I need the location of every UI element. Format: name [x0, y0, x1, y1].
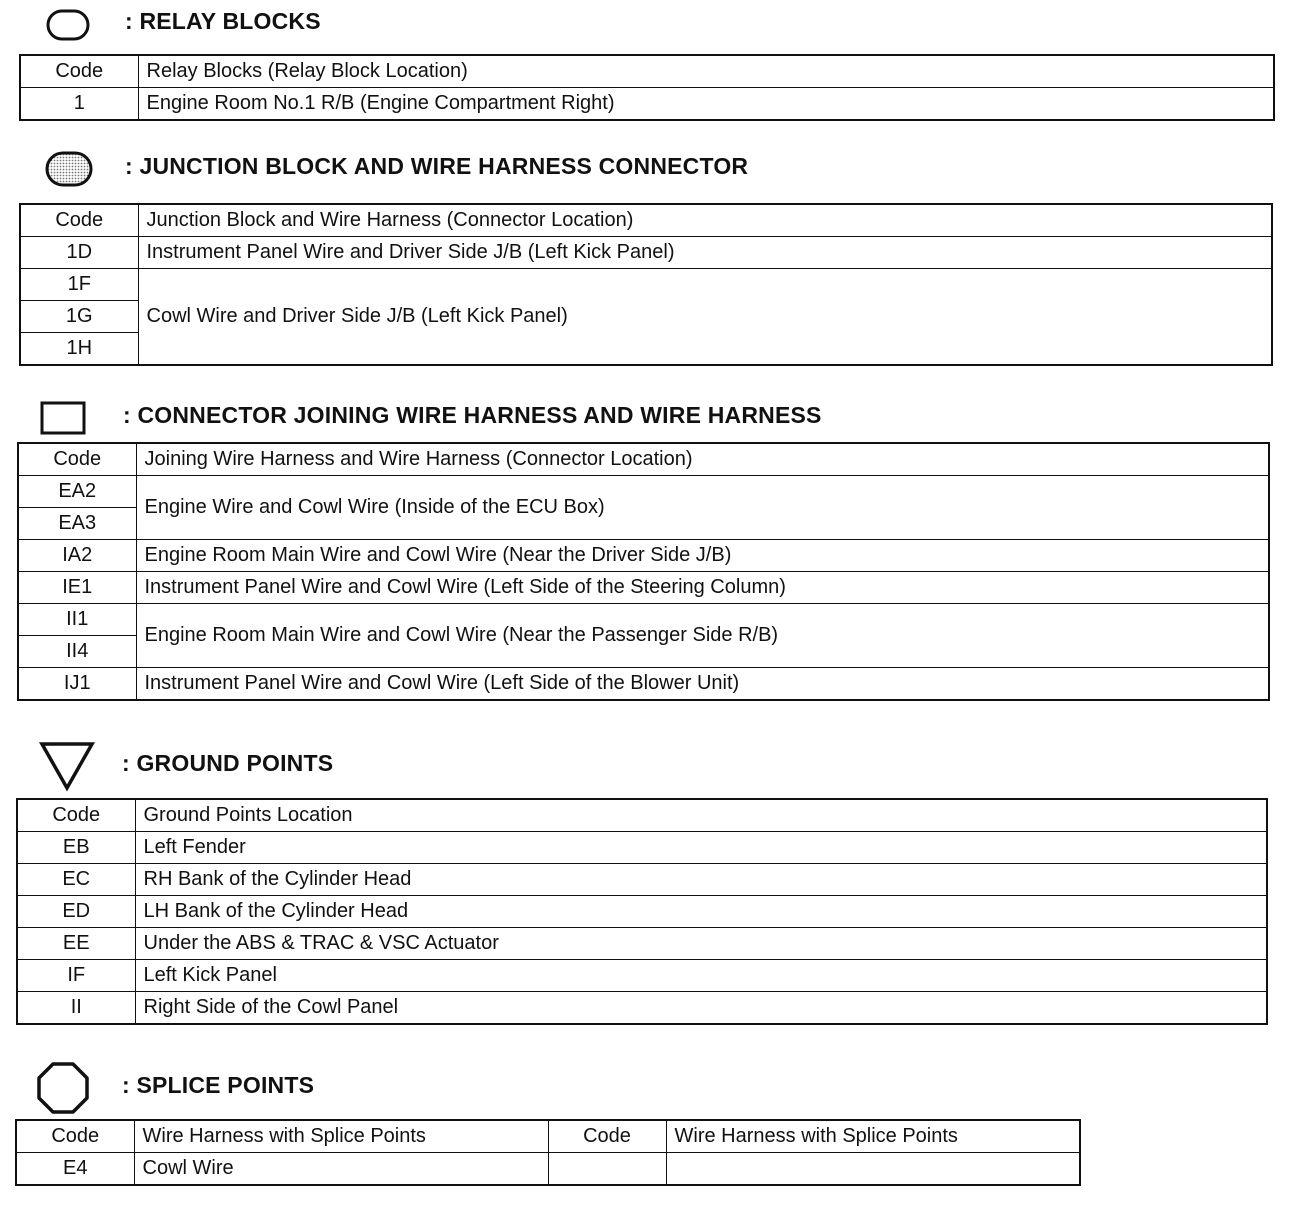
- location-cell: Engine Room No.1 R/B (Engine Compartment Right): [138, 88, 1274, 121]
- code-cell: IF: [17, 960, 135, 992]
- relay-blocks-heading: : RELAY BLOCKS: [125, 8, 321, 34]
- splice-points-table: [15, 1119, 1081, 1186]
- location-cell: Engine Room Main Wire and Cowl Wire (Near the Passenger Side R/B): [136, 604, 1269, 668]
- table-row: [18, 572, 1269, 604]
- table-row: [17, 992, 1267, 1025]
- table-row: [17, 960, 1267, 992]
- location-cell: Instrument Panel Wire and Cowl Wire (Left Side of the Blower Unit): [136, 668, 1269, 701]
- table-row: [20, 88, 1274, 121]
- octagon-icon: [36, 1061, 90, 1115]
- code-header: Code: [20, 55, 138, 88]
- table-header-row: [20, 55, 1274, 88]
- table-row: [18, 604, 1269, 636]
- code-header: Code: [18, 443, 136, 476]
- code-cell: EA3: [18, 508, 136, 540]
- code-cell: II1: [18, 604, 136, 636]
- junction-block-table: [19, 203, 1273, 366]
- location-cell: Cowl Wire and Driver Side J/B (Left Kick Panel): [138, 269, 1272, 366]
- table-row: [20, 269, 1272, 301]
- connector-heading: : CONNECTOR JOINING WIRE HARNESS AND WIRE HARNESS: [123, 402, 822, 428]
- table-row: [18, 540, 1269, 572]
- location-cell: Engine Wire and Cowl Wire (Inside of the ECU Box): [136, 476, 1269, 540]
- rectangle-icon: [39, 400, 87, 436]
- code-cell: EB: [17, 832, 135, 864]
- location-header: Relay Blocks (Relay Block Location): [138, 55, 1274, 88]
- code-cell: EE: [17, 928, 135, 960]
- table-header-row: [18, 443, 1269, 476]
- table-row: [17, 896, 1267, 928]
- code-cell: 1H: [20, 333, 138, 366]
- location-cell: Instrument Panel Wire and Driver Side J/B (Left Kick Panel): [138, 237, 1272, 269]
- code-cell: 1: [20, 88, 138, 121]
- code-cell: [548, 1153, 666, 1186]
- code-cell: 1F: [20, 269, 138, 301]
- connector-table: [17, 442, 1270, 701]
- table-row: [17, 864, 1267, 896]
- code-cell: IA2: [18, 540, 136, 572]
- wire-harness-cell: [666, 1153, 1080, 1186]
- rounded-rect-icon: [45, 8, 91, 42]
- table-row: [17, 928, 1267, 960]
- code-cell: IE1: [18, 572, 136, 604]
- code-cell: E4: [16, 1153, 134, 1186]
- wire-harness-cell: Cowl Wire: [134, 1153, 548, 1186]
- code-header: Code: [17, 799, 135, 832]
- table-row: [20, 237, 1272, 269]
- code-cell: II4: [18, 636, 136, 668]
- location-cell: Under the ABS & TRAC & VSC Actuator: [135, 928, 1267, 960]
- code-cell: IJ1: [18, 668, 136, 701]
- shaded-rounded-rect-icon: [44, 150, 94, 188]
- location-cell: RH Bank of the Cylinder Head: [135, 864, 1267, 896]
- wire-harness-header: Wire Harness with Splice Points: [666, 1120, 1080, 1153]
- code-cell: 1D: [20, 237, 138, 269]
- location-cell: Left Kick Panel: [135, 960, 1267, 992]
- ground-points-table: [16, 798, 1268, 1025]
- location-cell: LH Bank of the Cylinder Head: [135, 896, 1267, 928]
- splice-points-heading: : SPLICE POINTS: [122, 1072, 315, 1098]
- code-cell: II: [17, 992, 135, 1025]
- junction-block-heading: : JUNCTION BLOCK AND WIRE HARNESS CONNECTOR: [125, 153, 749, 179]
- code-cell: ED: [17, 896, 135, 928]
- wire-harness-header: Wire Harness with Splice Points: [134, 1120, 548, 1153]
- location-cell: Engine Room Main Wire and Cowl Wire (Near the Driver Side J/B): [136, 540, 1269, 572]
- table-header-row: [20, 204, 1272, 237]
- table-header-row: [17, 799, 1267, 832]
- table-row: [16, 1153, 1080, 1186]
- table-header-row: [16, 1120, 1080, 1153]
- location-cell: Instrument Panel Wire and Cowl Wire (Left Side of the Steering Column): [136, 572, 1269, 604]
- location-header: Junction Block and Wire Harness (Connector Location): [138, 204, 1272, 237]
- table-row: [18, 668, 1269, 701]
- triangle-down-icon: [38, 740, 96, 792]
- table-row: [17, 832, 1267, 864]
- ground-points-heading: : GROUND POINTS: [122, 750, 334, 776]
- location-cell: Left Fender: [135, 832, 1267, 864]
- code-cell: EA2: [18, 476, 136, 508]
- code-header: Code: [20, 204, 138, 237]
- code-header: Code: [548, 1120, 666, 1153]
- location-header: Joining Wire Harness and Wire Harness (Connector Location): [136, 443, 1269, 476]
- table-row: [18, 476, 1269, 508]
- code-cell: EC: [17, 864, 135, 896]
- code-cell: 1G: [20, 301, 138, 333]
- location-cell: Right Side of the Cowl Panel: [135, 992, 1267, 1025]
- relay-blocks-table: [19, 54, 1275, 121]
- code-header: Code: [16, 1120, 134, 1153]
- location-header: Ground Points Location: [135, 799, 1267, 832]
